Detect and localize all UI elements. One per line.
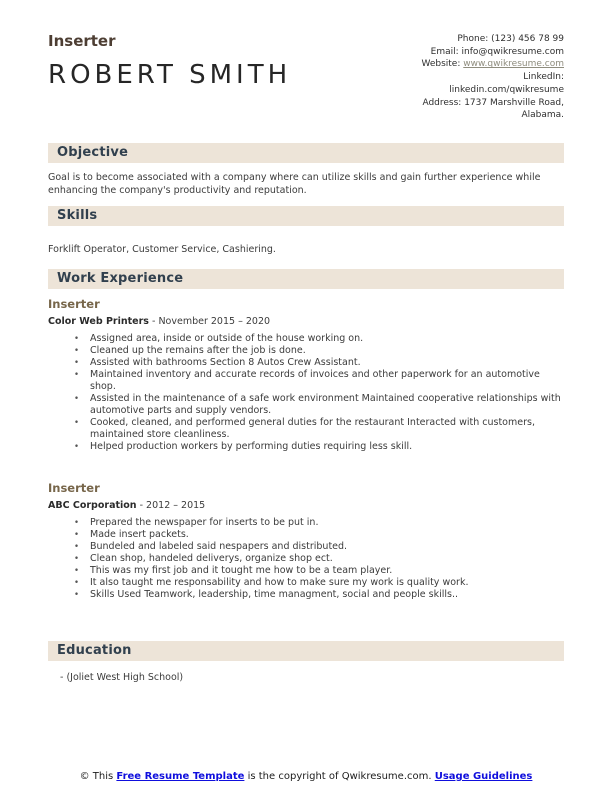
job-1-company-line <box>48 316 564 328</box>
footer-middle: is the copyright of Qwikresume.com. <box>247 771 432 782</box>
candidate-name: ROBERT SMITH <box>48 60 292 90</box>
contact-block <box>294 30 564 122</box>
contact-phone: Phone: (123) 456 78 99 <box>457 34 564 44</box>
job-1-bullet: • Assisted in the maintenance of a safe work environment Maintained cooperative relationships with automotive parts and supply vendors. <box>72 393 564 417</box>
contact-website-label: Website: <box>421 59 461 70</box>
contact-email: Email: info@qwikresume.com <box>430 46 564 57</box>
section-heading-education: Education <box>48 641 564 661</box>
resume-header <box>48 30 564 122</box>
contact-address-line1: Address: 1737 Marshville Road, <box>422 97 564 108</box>
job-entry-2 <box>48 481 564 601</box>
job-2-title: Inserter <box>48 480 100 495</box>
job-1-dates: - November 2015 – 2020 <box>152 315 271 327</box>
job-2-bullet-list <box>48 517 564 601</box>
job-2-bullet: • It also taught me responsability and how to make sure my work is quality work. <box>72 577 564 589</box>
job-1-bullet: • Maintained inventory and accurate records of invoices and other paperwork for an automotive shop. <box>72 369 564 393</box>
job-1-bullet: • Cleaned up the remains after the job is done. <box>72 345 564 357</box>
job-2-bullet: • Made insert packets. <box>72 529 564 541</box>
contact-website-line <box>294 58 564 71</box>
document-job-title: Inserter <box>48 32 116 50</box>
job-2-dates: - 2012 – 2015 <box>139 499 206 511</box>
section-heading-objective: Objective <box>48 143 564 163</box>
contact-linkedin-value: linkedin.com/qwikresume <box>449 84 564 95</box>
job-2-company-line <box>48 500 564 512</box>
job-1-bullet: • Helped production workers by performing duties requiring less skill. <box>72 441 564 453</box>
objective-text: Goal is to become associated with a company where can utilize skills and gain further experience while enhancing the company's productivity and reputation. <box>48 171 541 196</box>
usage-guidelines-link[interactable]: Usage Guidelines <box>434 771 533 782</box>
job-1-bullet: • Cooked, cleaned, and performed general duties for the restaurant Interacted with customers, maintained store cleanliness. <box>72 417 564 441</box>
job-2-bullet: • Prepared the newspaper for inserts to be put in. <box>72 517 564 529</box>
job-1-bullet: • Assigned area, inside or outside of the house working on. <box>72 333 564 345</box>
job-2-bullet: • Skills Used Teamwork, leadership, time managment, social and people skills.. <box>72 589 564 601</box>
page-footer <box>0 769 612 784</box>
job-1-company: Color Web Printers <box>48 315 149 327</box>
job-1-title: Inserter <box>48 296 100 311</box>
footer-prefix: © This <box>79 771 114 782</box>
header-left <box>48 30 291 122</box>
skills-text: Forklift Operator, Customer Service, Cashiering. <box>48 243 276 255</box>
website-link[interactable]: www.qwikresume.com <box>463 59 564 70</box>
job-1-bullet: • Assisted with bathrooms Section 8 Autos Crew Assistant. <box>72 357 564 369</box>
job-entry-1 <box>48 297 564 453</box>
section-heading-skills: Skills <box>48 206 564 226</box>
free-resume-template-link[interactable]: Free Resume Template <box>116 771 245 782</box>
education-item: - (Joliet West High School) <box>60 671 184 683</box>
job-1-bullet-list <box>48 333 564 453</box>
section-heading-work-experience: Work Experience <box>48 269 564 289</box>
contact-address-line2: Alabama. <box>521 110 564 121</box>
job-2-bullet: • Clean shop, handeled deliverys, organize shop ect. <box>72 553 564 565</box>
job-2-bullet: • Bundeled and labeled said nespapers and distributed. <box>72 541 564 553</box>
contact-linkedin-label: LinkedIn: <box>523 72 564 83</box>
job-2-bullet: • This was my first job and it tought me how to be a team player. <box>72 565 564 577</box>
job-2-company: ABC Corporation <box>48 499 137 511</box>
